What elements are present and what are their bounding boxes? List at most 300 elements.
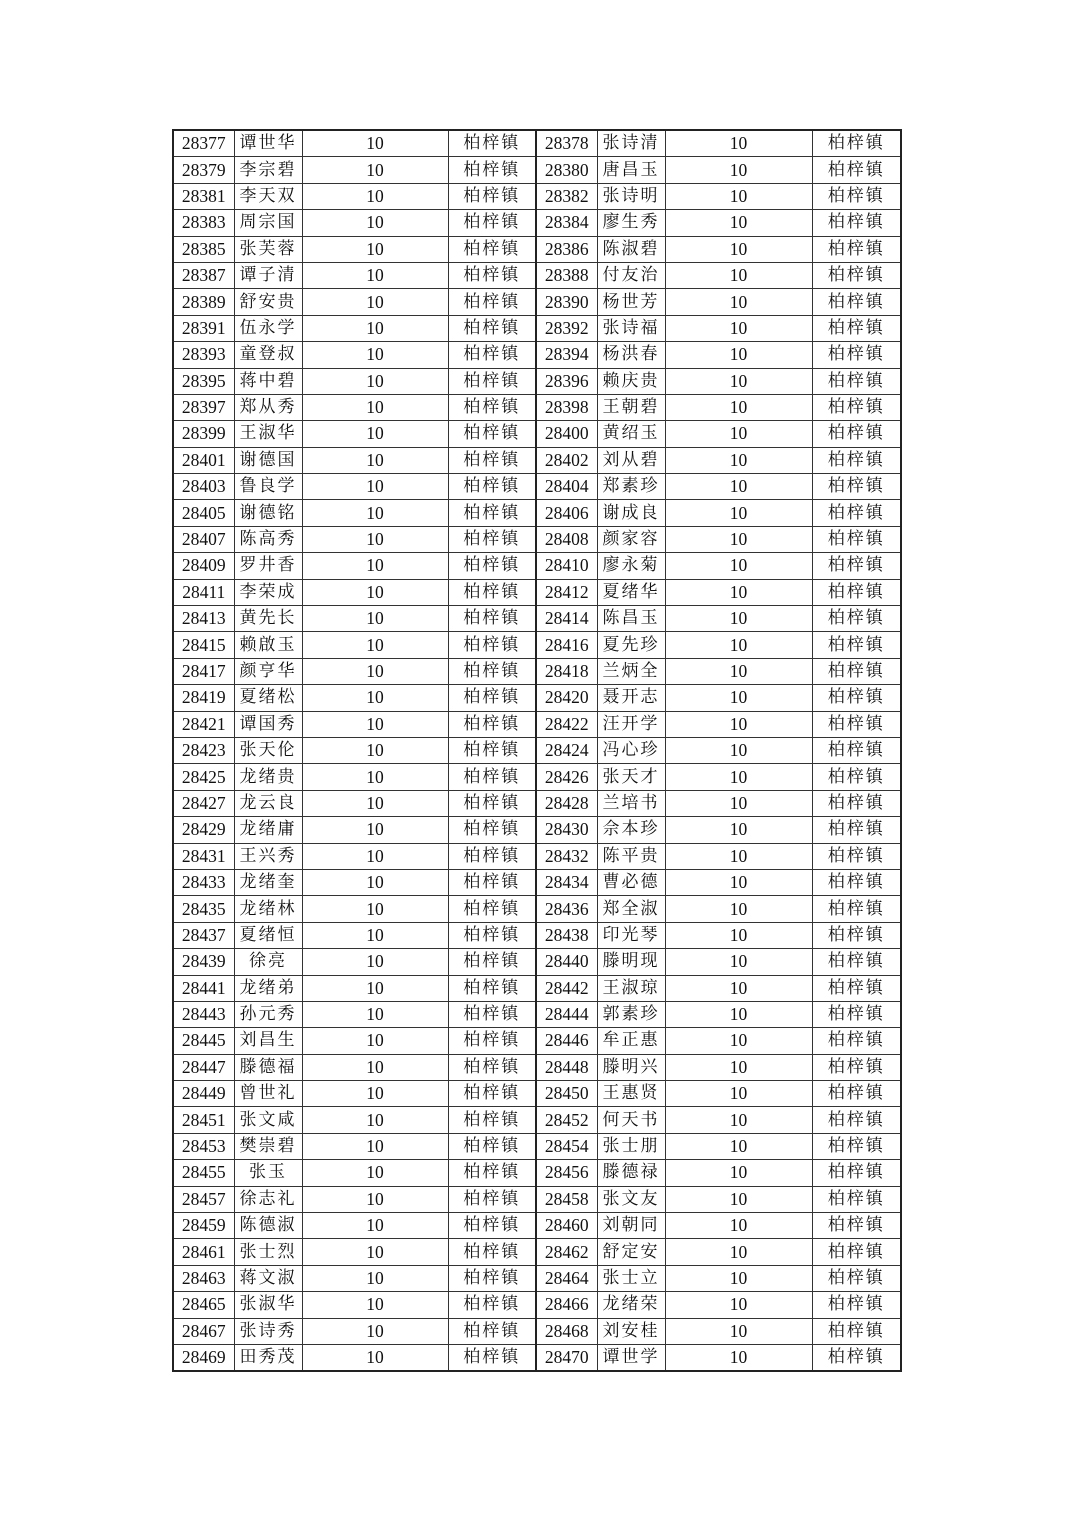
amount-value: 10: [302, 474, 448, 500]
table-row: [173, 1160, 901, 1186]
amount-value: 10: [665, 685, 812, 711]
person-name: 刘安桂: [597, 1318, 665, 1344]
person-name: 郑素珍: [597, 474, 665, 500]
record-id: 28452: [536, 1107, 597, 1133]
amount-value: 10: [665, 130, 812, 157]
record-id: 28458: [536, 1186, 597, 1212]
table-row: [173, 526, 901, 552]
person-name: 汪开学: [597, 711, 665, 737]
person-name: 滕德福: [234, 1054, 302, 1080]
record-id: 28379: [173, 157, 234, 183]
amount-value: 10: [665, 1133, 812, 1159]
amount-value: 10: [665, 896, 812, 922]
record-id: 28391: [173, 315, 234, 341]
table-row: [173, 817, 901, 843]
amount-value: 10: [665, 315, 812, 341]
table-row: [173, 447, 901, 473]
person-name: 田秀茂: [234, 1344, 302, 1371]
record-id: 28402: [536, 447, 597, 473]
town-name: 柏梓镇: [448, 1107, 536, 1133]
town-name: 柏梓镇: [448, 949, 536, 975]
town-name: 柏梓镇: [812, 1081, 901, 1107]
town-name: 柏梓镇: [448, 315, 536, 341]
person-name: 张诗福: [597, 315, 665, 341]
record-id: 28428: [536, 790, 597, 816]
record-id: 28430: [536, 817, 597, 843]
town-name: 柏梓镇: [448, 632, 536, 658]
roster-table: [172, 129, 902, 1372]
amount-value: 10: [665, 579, 812, 605]
town-name: 柏梓镇: [448, 1265, 536, 1291]
record-id: 28387: [173, 262, 234, 288]
amount-value: 10: [302, 1186, 448, 1212]
person-name: 杨世芳: [597, 289, 665, 315]
amount-value: 10: [665, 183, 812, 209]
amount-value: 10: [665, 764, 812, 790]
person-name: 龙云良: [234, 790, 302, 816]
town-name: 柏梓镇: [448, 553, 536, 579]
amount-value: 10: [302, 790, 448, 816]
town-name: 柏梓镇: [812, 421, 901, 447]
amount-value: 10: [302, 949, 448, 975]
person-name: 兰培书: [597, 790, 665, 816]
amount-value: 10: [665, 869, 812, 895]
person-name: 谭世华: [234, 130, 302, 157]
record-id: 28417: [173, 658, 234, 684]
town-name: 柏梓镇: [812, 447, 901, 473]
record-id: 28456: [536, 1160, 597, 1186]
amount-value: 10: [665, 157, 812, 183]
amount-value: 10: [302, 368, 448, 394]
record-id: 28395: [173, 368, 234, 394]
person-name: 杨洪春: [597, 342, 665, 368]
town-name: 柏梓镇: [448, 1133, 536, 1159]
amount-value: 10: [665, 1239, 812, 1265]
town-name: 柏梓镇: [812, 1107, 901, 1133]
person-name: 张诗明: [597, 183, 665, 209]
amount-value: 10: [302, 1054, 448, 1080]
town-name: 柏梓镇: [448, 157, 536, 183]
person-name: 何天书: [597, 1107, 665, 1133]
amount-value: 10: [302, 658, 448, 684]
town-name: 柏梓镇: [812, 130, 901, 157]
amount-value: 10: [302, 1292, 448, 1318]
table-row: [173, 975, 901, 1001]
person-name: 赖啟玉: [234, 632, 302, 658]
table-row: [173, 949, 901, 975]
record-id: 28439: [173, 949, 234, 975]
amount-value: 10: [665, 1160, 812, 1186]
town-name: 柏梓镇: [448, 236, 536, 262]
record-id: 28422: [536, 711, 597, 737]
record-id: 28432: [536, 843, 597, 869]
town-name: 柏梓镇: [812, 658, 901, 684]
town-name: 柏梓镇: [448, 843, 536, 869]
record-id: 28437: [173, 922, 234, 948]
table-row: [173, 685, 901, 711]
table-row: [173, 289, 901, 315]
person-name: 滕明现: [597, 949, 665, 975]
town-name: 柏梓镇: [812, 1001, 901, 1027]
record-id: 28434: [536, 869, 597, 895]
record-id: 28425: [173, 764, 234, 790]
town-name: 柏梓镇: [812, 790, 901, 816]
person-name: 张文咸: [234, 1107, 302, 1133]
person-name: 张士朋: [597, 1133, 665, 1159]
amount-value: 10: [302, 1001, 448, 1027]
person-name: 印光琴: [597, 922, 665, 948]
table-row: [173, 130, 901, 157]
town-name: 柏梓镇: [812, 157, 901, 183]
amount-value: 10: [302, 421, 448, 447]
person-name: 伍永学: [234, 315, 302, 341]
amount-value: 10: [302, 130, 448, 157]
town-name: 柏梓镇: [812, 1028, 901, 1054]
record-id: 28410: [536, 553, 597, 579]
town-name: 柏梓镇: [448, 685, 536, 711]
record-id: 28467: [173, 1318, 234, 1344]
table-row: [173, 236, 901, 262]
record-id: 28447: [173, 1054, 234, 1080]
person-name: 黄绍玉: [597, 421, 665, 447]
town-name: 柏梓镇: [448, 711, 536, 737]
record-id: 28445: [173, 1028, 234, 1054]
person-name: 张淑华: [234, 1292, 302, 1318]
record-id: 28462: [536, 1239, 597, 1265]
town-name: 柏梓镇: [448, 1054, 536, 1080]
person-name: 徐亮: [234, 949, 302, 975]
person-name: 刘从碧: [597, 447, 665, 473]
person-name: 谢德铭: [234, 500, 302, 526]
table-row: [173, 579, 901, 605]
town-name: 柏梓镇: [448, 183, 536, 209]
person-name: 王淑琼: [597, 975, 665, 1001]
amount-value: 10: [302, 764, 448, 790]
person-name: 刘朝同: [597, 1213, 665, 1239]
town-name: 柏梓镇: [812, 183, 901, 209]
table-row: [173, 157, 901, 183]
town-name: 柏梓镇: [448, 579, 536, 605]
amount-value: 10: [302, 711, 448, 737]
record-id: 28464: [536, 1265, 597, 1291]
amount-value: 10: [665, 447, 812, 473]
amount-value: 10: [302, 922, 448, 948]
amount-value: 10: [302, 342, 448, 368]
record-id: 28466: [536, 1292, 597, 1318]
table-row: [173, 896, 901, 922]
town-name: 柏梓镇: [448, 817, 536, 843]
person-name: 龙绪荣: [597, 1292, 665, 1318]
amount-value: 10: [302, 1318, 448, 1344]
town-name: 柏梓镇: [812, 579, 901, 605]
person-name: 罗井香: [234, 553, 302, 579]
person-name: 滕德禄: [597, 1160, 665, 1186]
town-name: 柏梓镇: [448, 658, 536, 684]
amount-value: 10: [302, 500, 448, 526]
town-name: 柏梓镇: [448, 500, 536, 526]
record-id: 28380: [536, 157, 597, 183]
town-name: 柏梓镇: [448, 368, 536, 394]
table-row: [173, 1239, 901, 1265]
amount-value: 10: [665, 474, 812, 500]
town-name: 柏梓镇: [812, 236, 901, 262]
table-row: [173, 1213, 901, 1239]
table-row: [173, 262, 901, 288]
person-name: 蒋文淑: [234, 1265, 302, 1291]
record-id: 28418: [536, 658, 597, 684]
record-id: 28381: [173, 183, 234, 209]
person-name: 王朝碧: [597, 394, 665, 420]
record-id: 28429: [173, 817, 234, 843]
person-name: 聂开志: [597, 685, 665, 711]
record-id: 28409: [173, 553, 234, 579]
town-name: 柏梓镇: [812, 1213, 901, 1239]
town-name: 柏梓镇: [448, 342, 536, 368]
town-name: 柏梓镇: [448, 606, 536, 632]
table-row: [173, 790, 901, 816]
person-name: 张士烈: [234, 1239, 302, 1265]
amount-value: 10: [302, 315, 448, 341]
record-id: 28419: [173, 685, 234, 711]
town-name: 柏梓镇: [812, 949, 901, 975]
record-id: 28401: [173, 447, 234, 473]
town-name: 柏梓镇: [812, 1239, 901, 1265]
person-name: 张士立: [597, 1265, 665, 1291]
town-name: 柏梓镇: [812, 315, 901, 341]
person-name: 张诗清: [597, 130, 665, 157]
town-name: 柏梓镇: [812, 1186, 901, 1212]
person-name: 黄先长: [234, 606, 302, 632]
person-name: 王兴秀: [234, 843, 302, 869]
table-row: [173, 1265, 901, 1291]
person-name: 郭素珍: [597, 1001, 665, 1027]
record-id: 28435: [173, 896, 234, 922]
person-name: 蒋中碧: [234, 368, 302, 394]
amount-value: 10: [302, 183, 448, 209]
town-name: 柏梓镇: [812, 1292, 901, 1318]
record-id: 28442: [536, 975, 597, 1001]
town-name: 柏梓镇: [448, 447, 536, 473]
town-name: 柏梓镇: [812, 342, 901, 368]
person-name: 孙元秀: [234, 1001, 302, 1027]
town-name: 柏梓镇: [448, 1028, 536, 1054]
amount-value: 10: [302, 1265, 448, 1291]
record-id: 28448: [536, 1054, 597, 1080]
person-name: 龙绪庸: [234, 817, 302, 843]
amount-value: 10: [665, 711, 812, 737]
person-name: 牟正惠: [597, 1028, 665, 1054]
record-id: 28438: [536, 922, 597, 948]
table-row: [173, 1001, 901, 1027]
record-id: 28453: [173, 1133, 234, 1159]
town-name: 柏梓镇: [448, 394, 536, 420]
person-name: 鲁良学: [234, 474, 302, 500]
person-name: 张芙蓉: [234, 236, 302, 262]
record-id: 28431: [173, 843, 234, 869]
person-name: 颜家容: [597, 526, 665, 552]
record-id: 28406: [536, 500, 597, 526]
record-id: 28405: [173, 500, 234, 526]
person-name: 龙绪弟: [234, 975, 302, 1001]
table-row: [173, 394, 901, 420]
record-id: 28389: [173, 289, 234, 315]
person-name: 李宗碧: [234, 157, 302, 183]
table-row: [173, 922, 901, 948]
record-id: 28454: [536, 1133, 597, 1159]
town-name: 柏梓镇: [812, 262, 901, 288]
table-row: [173, 869, 901, 895]
person-name: 刘昌生: [234, 1028, 302, 1054]
table-row: [173, 1054, 901, 1080]
person-name: 李天双: [234, 183, 302, 209]
record-id: 28455: [173, 1160, 234, 1186]
amount-value: 10: [665, 526, 812, 552]
town-name: 柏梓镇: [448, 1344, 536, 1371]
amount-value: 10: [302, 632, 448, 658]
person-name: 张文友: [597, 1186, 665, 1212]
amount-value: 10: [665, 236, 812, 262]
record-id: 28440: [536, 949, 597, 975]
person-name: 赖庆贵: [597, 368, 665, 394]
record-id: 28423: [173, 737, 234, 763]
person-name: 徐志礼: [234, 1186, 302, 1212]
record-id: 28436: [536, 896, 597, 922]
town-name: 柏梓镇: [812, 843, 901, 869]
person-name: 夏绪恒: [234, 922, 302, 948]
amount-value: 10: [665, 262, 812, 288]
record-id: 28427: [173, 790, 234, 816]
town-name: 柏梓镇: [812, 1318, 901, 1344]
table-row: [173, 210, 901, 236]
record-id: 28457: [173, 1186, 234, 1212]
town-name: 柏梓镇: [448, 421, 536, 447]
amount-value: 10: [302, 1213, 448, 1239]
table-row: [173, 606, 901, 632]
amount-value: 10: [665, 368, 812, 394]
town-name: 柏梓镇: [812, 1344, 901, 1371]
amount-value: 10: [302, 210, 448, 236]
town-name: 柏梓镇: [448, 210, 536, 236]
amount-value: 10: [302, 606, 448, 632]
person-name: 陈平贵: [597, 843, 665, 869]
person-name: 谭世学: [597, 1344, 665, 1371]
town-name: 柏梓镇: [812, 368, 901, 394]
amount-value: 10: [665, 975, 812, 1001]
person-name: 李荣成: [234, 579, 302, 605]
town-name: 柏梓镇: [812, 1265, 901, 1291]
town-name: 柏梓镇: [448, 737, 536, 763]
record-id: 28415: [173, 632, 234, 658]
record-id: 28420: [536, 685, 597, 711]
town-name: 柏梓镇: [448, 869, 536, 895]
amount-value: 10: [665, 1213, 812, 1239]
person-name: 张天伦: [234, 737, 302, 763]
amount-value: 10: [665, 922, 812, 948]
amount-value: 10: [665, 1265, 812, 1291]
record-id: 28382: [536, 183, 597, 209]
record-id: 28449: [173, 1081, 234, 1107]
person-name: 曾世礼: [234, 1081, 302, 1107]
table-row: [173, 315, 901, 341]
table-row: [173, 421, 901, 447]
person-name: 廖生秀: [597, 210, 665, 236]
town-name: 柏梓镇: [812, 685, 901, 711]
amount-value: 10: [665, 1344, 812, 1371]
person-name: 付友治: [597, 262, 665, 288]
roster-body: [173, 130, 901, 1371]
town-name: 柏梓镇: [812, 1054, 901, 1080]
person-name: 兰炳全: [597, 658, 665, 684]
record-id: 28396: [536, 368, 597, 394]
table-row: [173, 1028, 901, 1054]
record-id: 28426: [536, 764, 597, 790]
amount-value: 10: [665, 658, 812, 684]
amount-value: 10: [302, 1344, 448, 1371]
town-name: 柏梓镇: [448, 474, 536, 500]
record-id: 28400: [536, 421, 597, 447]
amount-value: 10: [665, 289, 812, 315]
amount-value: 10: [302, 737, 448, 763]
record-id: 28433: [173, 869, 234, 895]
amount-value: 10: [302, 289, 448, 315]
town-name: 柏梓镇: [812, 606, 901, 632]
table-row: [173, 1318, 901, 1344]
record-id: 28460: [536, 1213, 597, 1239]
person-name: 夏绪松: [234, 685, 302, 711]
amount-value: 10: [665, 421, 812, 447]
record-id: 28461: [173, 1239, 234, 1265]
person-name: 龙绪奎: [234, 869, 302, 895]
amount-value: 10: [665, 1001, 812, 1027]
amount-value: 10: [665, 817, 812, 843]
town-name: 柏梓镇: [448, 922, 536, 948]
table-row: [173, 500, 901, 526]
amount-value: 10: [302, 975, 448, 1001]
person-name: 谭国秀: [234, 711, 302, 737]
person-name: 谢成良: [597, 500, 665, 526]
town-name: 柏梓镇: [448, 262, 536, 288]
amount-value: 10: [302, 157, 448, 183]
person-name: 舒安贵: [234, 289, 302, 315]
amount-value: 10: [665, 1186, 812, 1212]
record-id: 28411: [173, 579, 234, 605]
record-id: 28450: [536, 1081, 597, 1107]
record-id: 28469: [173, 1344, 234, 1371]
table-row: [173, 1292, 901, 1318]
amount-value: 10: [302, 896, 448, 922]
record-id: 28388: [536, 262, 597, 288]
amount-value: 10: [665, 843, 812, 869]
amount-value: 10: [665, 342, 812, 368]
town-name: 柏梓镇: [812, 1133, 901, 1159]
table-row: [173, 658, 901, 684]
person-name: 佘本珍: [597, 817, 665, 843]
amount-value: 10: [302, 843, 448, 869]
town-name: 柏梓镇: [448, 1081, 536, 1107]
person-name: 陈高秀: [234, 526, 302, 552]
table-row: [173, 632, 901, 658]
amount-value: 10: [302, 1107, 448, 1133]
person-name: 龙绪贵: [234, 764, 302, 790]
town-name: 柏梓镇: [448, 130, 536, 157]
table-row: [173, 368, 901, 394]
table-row: [173, 1081, 901, 1107]
record-id: 28403: [173, 474, 234, 500]
amount-value: 10: [665, 1318, 812, 1344]
record-id: 28386: [536, 236, 597, 262]
amount-value: 10: [665, 790, 812, 816]
record-id: 28398: [536, 394, 597, 420]
